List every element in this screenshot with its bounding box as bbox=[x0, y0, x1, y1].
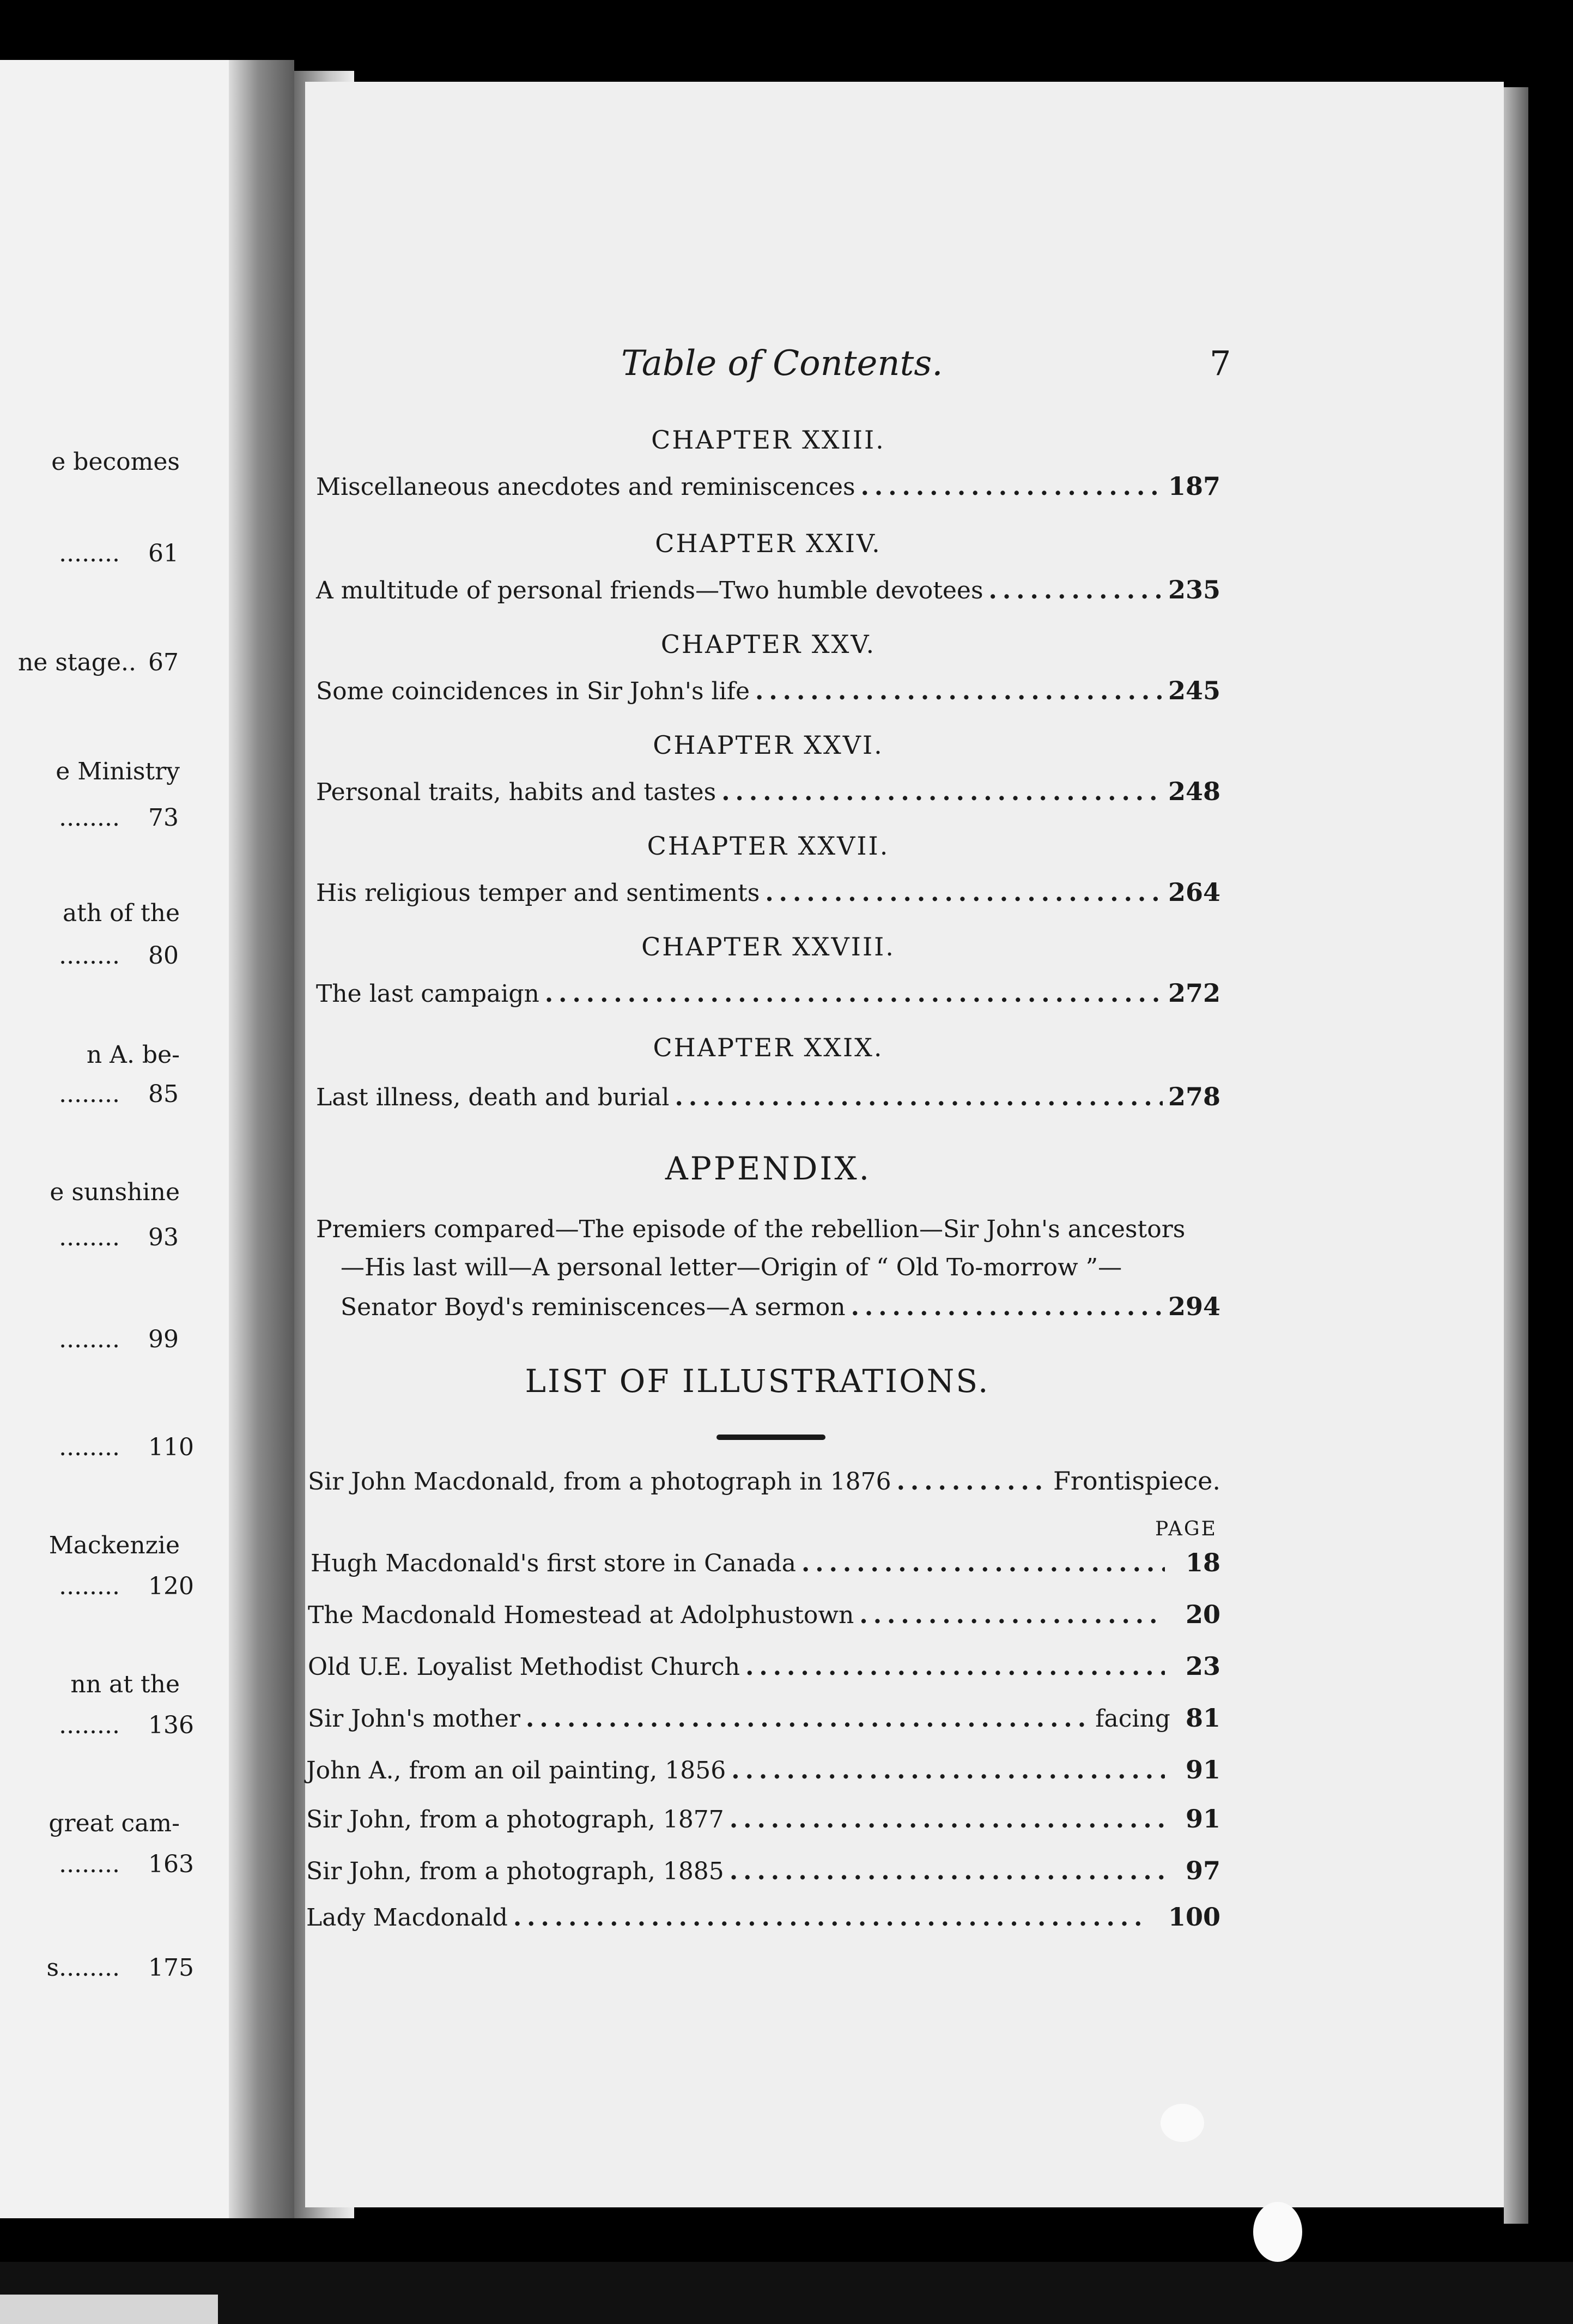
page-number: 7 bbox=[1210, 343, 1231, 383]
toc-entry-title: His religious temper and sentiments bbox=[316, 879, 760, 907]
illustration-note: facing bbox=[1095, 1705, 1170, 1733]
left-page-line: ........ bbox=[59, 1572, 120, 1600]
left-page-number: 175 bbox=[148, 1954, 194, 1982]
left-page-line: e becomes bbox=[51, 448, 180, 476]
left-page-line: great cam- bbox=[48, 1809, 180, 1837]
illustration-page: 91 bbox=[1185, 1755, 1220, 1784]
dot-leader bbox=[859, 1601, 1165, 1629]
contents-page bbox=[305, 82, 1504, 2207]
toc-entry-title: Some coincidences in Sir John's life bbox=[316, 677, 750, 705]
dot-leader bbox=[721, 778, 1163, 806]
illustration-page: 20 bbox=[1185, 1600, 1220, 1629]
left-page-line: s........ bbox=[46, 1954, 120, 1982]
toc-entry-title: A multitude of personal friends—Two humble devotees bbox=[316, 577, 983, 604]
chapter-heading: CHAPTER XXVII. bbox=[647, 831, 890, 861]
illustration-page: 91 bbox=[1185, 1804, 1220, 1833]
illustration-entry bbox=[311, 1548, 1220, 1577]
dot-leader bbox=[989, 577, 1163, 604]
left-page-line: Mackenzie bbox=[48, 1532, 180, 1559]
left-page-line: ........ bbox=[59, 1711, 120, 1739]
illustration-title: Hugh Macdonald's first store in Canada bbox=[311, 1550, 796, 1577]
toc-entry bbox=[316, 877, 1220, 907]
illustration-title: Old U.E. Loyalist Methodist Church bbox=[308, 1653, 740, 1681]
illustration-title: Sir John's mother bbox=[308, 1705, 521, 1733]
dot-leader bbox=[526, 1705, 1090, 1733]
page-column-label: PAGE bbox=[1155, 1518, 1217, 1540]
appendix-heading: APPENDIX. bbox=[665, 1150, 872, 1187]
toc-entry bbox=[316, 575, 1220, 604]
toc-entry bbox=[316, 1082, 1220, 1111]
illustration-page: Frontispiece. bbox=[1053, 1466, 1220, 1496]
left-page-line: ........ bbox=[59, 804, 120, 832]
dot-leader bbox=[755, 677, 1163, 705]
toc-entry-page: 278 bbox=[1168, 1082, 1220, 1111]
appendix-line: —His last will—A personal letter—Origin of “ Old To-morrow ”— bbox=[341, 1254, 1122, 1281]
illustration-title: Sir John, from a photograph, 1885 bbox=[306, 1857, 724, 1885]
left-page-line: e sunshine bbox=[50, 1178, 180, 1206]
illustration-page: 81 bbox=[1185, 1703, 1220, 1733]
illustration-page: 23 bbox=[1185, 1651, 1220, 1681]
left-page-line: nn at the bbox=[70, 1671, 180, 1698]
left-page-line: ........ bbox=[59, 1326, 120, 1353]
left-page-number: 110 bbox=[148, 1433, 194, 1461]
illustration-entry bbox=[306, 1902, 1220, 1932]
scan-border bbox=[0, 2262, 1573, 2324]
chapter-heading: CHAPTER XXIX. bbox=[653, 1033, 884, 1062]
dot-leader bbox=[801, 1550, 1165, 1577]
dot-leader bbox=[675, 1084, 1163, 1111]
left-page-line: ........ bbox=[59, 1224, 120, 1251]
dot-leader bbox=[513, 1904, 1147, 1932]
toc-entry-page: 245 bbox=[1168, 676, 1220, 705]
toc-entry-page: 248 bbox=[1168, 777, 1220, 806]
chapter-heading: CHAPTER XXVI. bbox=[653, 730, 884, 760]
illustration-title: Lady Macdonald bbox=[306, 1904, 508, 1932]
left-page-number: 93 bbox=[148, 1224, 179, 1251]
illustration-page: 97 bbox=[1185, 1856, 1220, 1885]
scan-border bbox=[0, 2295, 218, 2324]
left-page-line: ........ bbox=[59, 942, 120, 970]
toc-entry-title: The last campaign bbox=[316, 980, 539, 1008]
left-page-number: 85 bbox=[148, 1080, 179, 1108]
illustration-entry bbox=[308, 1703, 1220, 1733]
book-gutter-shadow bbox=[229, 60, 294, 2218]
left-page-line: e Ministry bbox=[56, 758, 180, 785]
illustration-page: 18 bbox=[1185, 1548, 1220, 1577]
left-page-line: ........ bbox=[59, 1080, 120, 1108]
running-head: Table of Contents. bbox=[621, 343, 943, 384]
chapter-heading: CHAPTER XXIV. bbox=[655, 529, 882, 558]
previous-page-fragment bbox=[0, 60, 229, 2218]
left-page-number: 136 bbox=[148, 1711, 194, 1739]
illustration-entry bbox=[308, 1600, 1220, 1629]
toc-entry-page: 294 bbox=[1168, 1292, 1220, 1321]
left-page-line: ath of the bbox=[62, 899, 180, 927]
dot-leader bbox=[730, 1806, 1165, 1833]
illustration-title: Sir John Macdonald, from a photograph in 1876 bbox=[308, 1468, 891, 1496]
left-page-line: ........ bbox=[59, 1433, 120, 1461]
dot-leader bbox=[851, 1293, 1163, 1321]
toc-entry bbox=[316, 777, 1220, 806]
left-page-line: n A. be- bbox=[86, 1041, 180, 1069]
left-page-line: ne stage.. bbox=[17, 649, 136, 676]
illustration-entry bbox=[308, 1651, 1220, 1681]
toc-entry bbox=[316, 978, 1220, 1008]
left-page-number: 163 bbox=[148, 1850, 194, 1878]
left-page-line: ........ bbox=[59, 1850, 120, 1878]
left-page-number: 99 bbox=[148, 1326, 179, 1353]
toc-entry bbox=[341, 1292, 1220, 1321]
illustration-entry bbox=[306, 1755, 1220, 1784]
toc-entry-title: Personal traits, habits and tastes bbox=[316, 778, 716, 806]
illustration-title: John A., from an oil painting, 1856 bbox=[306, 1757, 726, 1784]
toc-entry-page: 264 bbox=[1168, 877, 1220, 907]
scan-blemish bbox=[1161, 2104, 1204, 2142]
illustration-entry bbox=[306, 1856, 1220, 1885]
toc-entry-page: 235 bbox=[1168, 575, 1220, 604]
illustration-entry bbox=[308, 1466, 1220, 1496]
left-page-number: 120 bbox=[148, 1572, 194, 1600]
toc-entry-title: Senator Boyd's reminiscences—A sermon bbox=[341, 1293, 846, 1321]
toc-entry-page: 187 bbox=[1168, 471, 1220, 501]
chapter-heading: CHAPTER XXV. bbox=[660, 630, 876, 659]
left-page-number: 67 bbox=[148, 649, 179, 676]
dot-leader bbox=[897, 1468, 1048, 1496]
left-page-number: 73 bbox=[148, 804, 179, 832]
illustration-entry bbox=[306, 1804, 1220, 1833]
chapter-heading: CHAPTER XXVIII. bbox=[641, 932, 895, 961]
illustrations-heading: LIST OF ILLUSTRATIONS. bbox=[525, 1363, 990, 1400]
chapter-heading: CHAPTER XXIII. bbox=[651, 425, 885, 455]
toc-entry-title: Miscellaneous anecdotes and reminiscences bbox=[316, 473, 855, 501]
illustration-page: 100 bbox=[1168, 1902, 1220, 1932]
dot-leader bbox=[765, 879, 1163, 907]
appendix-line: Premiers compared—The episode of the rebellion—Sir John's ancestors bbox=[316, 1215, 1186, 1243]
toc-entry-title: Last illness, death and burial bbox=[316, 1084, 670, 1111]
left-page-number: 80 bbox=[148, 942, 179, 970]
illustration-title: Sir John, from a photograph, 1877 bbox=[306, 1806, 724, 1833]
left-page-line: ........ bbox=[59, 540, 120, 567]
ornamental-rule bbox=[716, 1435, 825, 1440]
page-edge-shadow bbox=[1504, 87, 1528, 2224]
toc-entry bbox=[316, 676, 1220, 705]
dot-leader bbox=[730, 1857, 1165, 1885]
toc-entry bbox=[316, 471, 1220, 501]
toc-entry-page: 272 bbox=[1168, 978, 1220, 1008]
dot-leader bbox=[545, 980, 1163, 1008]
illustration-title: The Macdonald Homestead at Adolphustown bbox=[308, 1601, 854, 1629]
left-page-number: 61 bbox=[148, 540, 179, 567]
dot-leader bbox=[861, 473, 1163, 501]
dot-leader bbox=[745, 1653, 1165, 1681]
dot-leader bbox=[731, 1757, 1165, 1784]
scan-blemish bbox=[1253, 2202, 1302, 2262]
